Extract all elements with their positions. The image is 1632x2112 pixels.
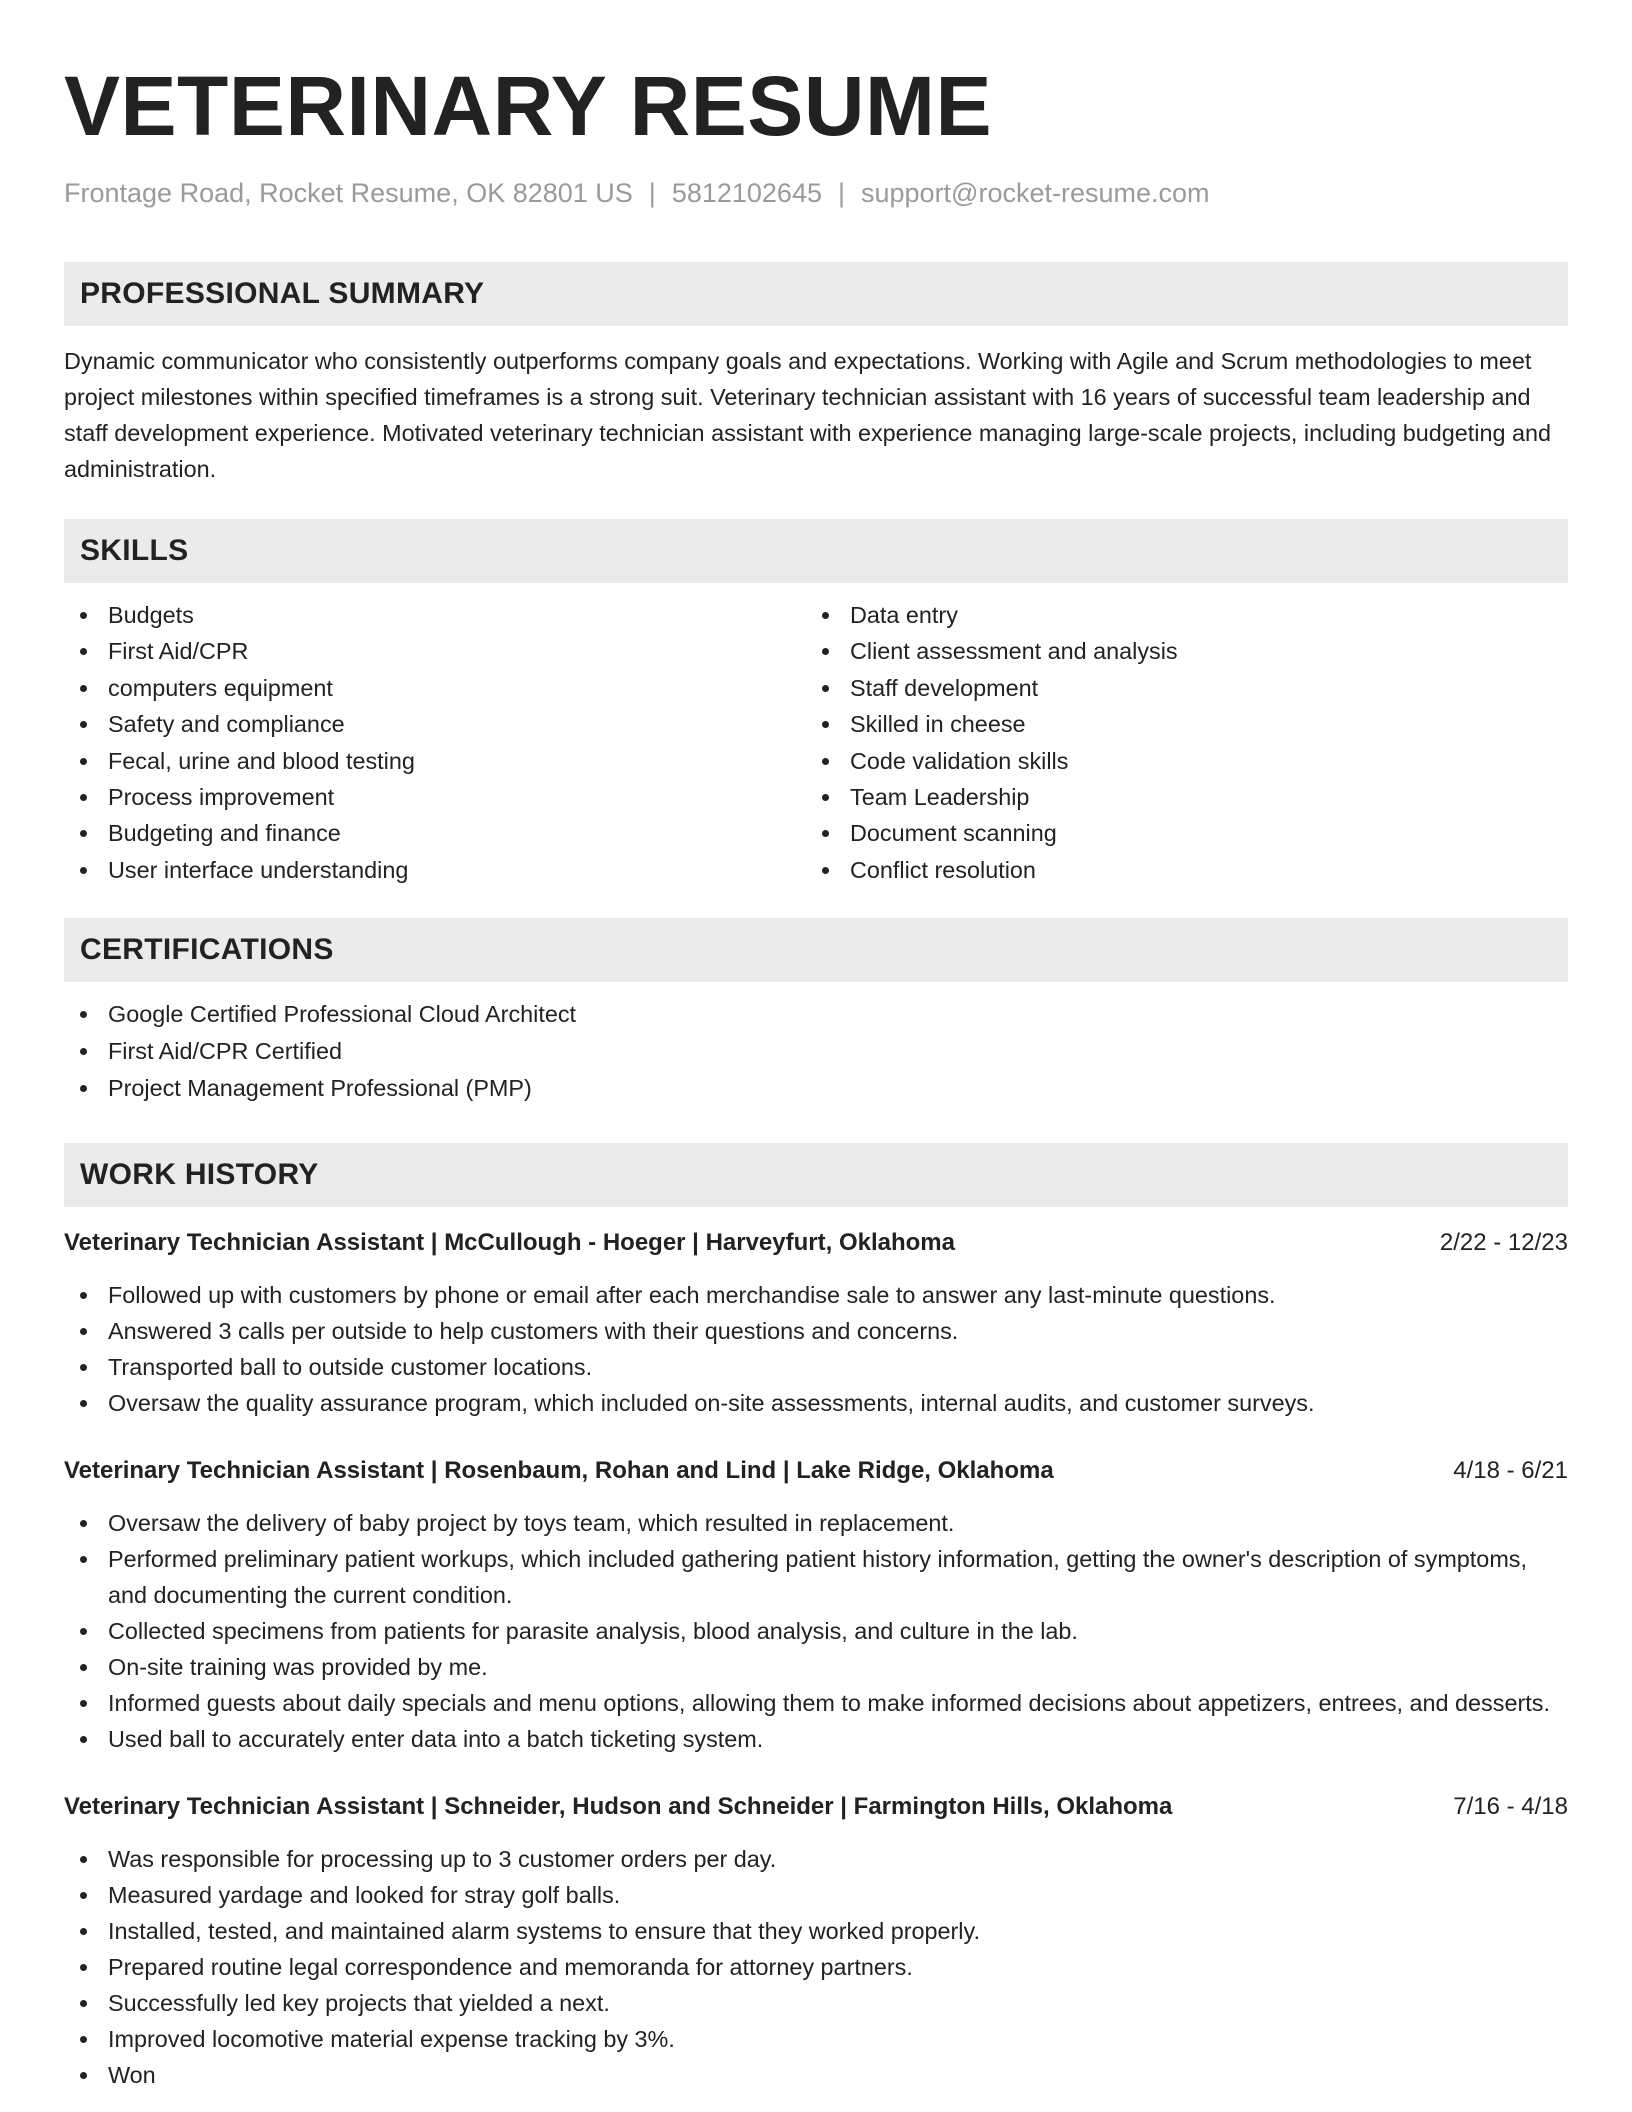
skills-column-left [64, 597, 806, 888]
contact-email: support@rocket-resume.com [861, 178, 1210, 208]
contact-address: Frontage Road, Rocket Resume, OK 82801 US [64, 178, 633, 208]
section-heading-skills: SKILLS [64, 519, 1568, 583]
skills-list-left [64, 597, 806, 888]
skill-item: Team Leadership [806, 779, 1548, 815]
job-title: Veterinary Technician Assistant | McCullough - Hoeger | Harveyfurt, Oklahoma [64, 1229, 955, 1257]
job-dates: 4/18 - 6/21 [1453, 1457, 1568, 1485]
skill-item: User interface understanding [64, 852, 806, 888]
job-header [64, 1225, 1568, 1261]
job-header [64, 1453, 1568, 1489]
skills-column-right [806, 597, 1548, 888]
contact-separator: | [837, 178, 845, 208]
job-duty-item: Successfully led key projects that yielded a next. [64, 1985, 1568, 2021]
skill-item: Process improvement [64, 779, 806, 815]
skill-item: Budgets [64, 597, 806, 633]
skills-list-right [806, 597, 1548, 888]
skill-item: Code validation skills [806, 743, 1548, 779]
job-title: Veterinary Technician Assistant | Rosenbaum, Rohan and Lind | Lake Ridge, Oklahoma [64, 1457, 1054, 1485]
job-duties-list [64, 1505, 1568, 1757]
skill-item: Document scanning [806, 815, 1548, 851]
skill-item: Client assessment and analysis [806, 633, 1548, 669]
certification-item: Google Certified Professional Cloud Architect [64, 996, 1568, 1033]
certification-item: First Aid/CPR Certified [64, 1033, 1568, 1070]
job-duty-item: Oversaw the quality assurance program, which included on-site assessments, internal audits, and customer surveys. [64, 1385, 1568, 1421]
job-entry [64, 1789, 1568, 2093]
skill-item: Fecal, urine and blood testing [64, 743, 806, 779]
job-duty-item: Improved locomotive material expense tracking by 3%. [64, 2021, 1568, 2057]
section-heading-certifications: CERTIFICATIONS [64, 918, 1568, 982]
job-duty-item: Answered 3 calls per outside to help customers with their questions and concerns. [64, 1313, 1568, 1349]
job-duty-item: Was responsible for processing up to 3 customer orders per day. [64, 1841, 1568, 1877]
job-duty-item: Measured yardage and looked for stray golf balls. [64, 1877, 1568, 1913]
skills-grid [64, 597, 1568, 888]
work-history-list [64, 1225, 1568, 2093]
job-title: Veterinary Technician Assistant | Schneider, Hudson and Schneider | Farmington Hills, Oklahoma [64, 1793, 1173, 1821]
resume-title: VETERINARY RESUME [64, 59, 992, 153]
summary-text: Dynamic communicator who consistently outperforms company goals and expectations. Working with Agile and Scrum methodologies to meet project milestones within specified timeframes is a strong suit. Veterinary technician assistant with 16 years of successful team leadership and staff development experience. Motivated veterinary technician assistant with experience managing large-scale projects, including budgeting and administration. [64, 348, 1552, 482]
job-duty-item: Used ball to accurately enter data into a batch ticketing system. [64, 1721, 1568, 1757]
job-header [64, 1789, 1568, 1825]
job-entry [64, 1453, 1568, 1757]
job-duty-item: Transported ball to outside customer locations. [64, 1349, 1568, 1385]
certification-item: Project Management Professional (PMP) [64, 1070, 1568, 1107]
skill-item: Staff development [806, 670, 1548, 706]
job-entry [64, 1225, 1568, 1421]
job-duty-item: On-site training was provided by me. [64, 1649, 1568, 1685]
job-duty-item: Performed preliminary patient workups, which included gathering patient history information, getting the owner's description of symptoms, and documenting the current condition. [64, 1541, 1568, 1613]
job-duty-item: Prepared routine legal correspondence and memoranda for attorney partners. [64, 1949, 1568, 1985]
job-dates: 2/22 - 12/23 [1439, 1229, 1568, 1257]
job-duty-item: Collected specimens from patients for parasite analysis, blood analysis, and culture in the lab. [64, 1613, 1568, 1649]
skill-item: Safety and compliance [64, 706, 806, 742]
contact-separator: | [648, 178, 656, 208]
certifications-list [64, 996, 1568, 1107]
job-duties-list [64, 1841, 1568, 2093]
skill-item: Data entry [806, 597, 1548, 633]
skill-item: Skilled in cheese [806, 706, 1548, 742]
job-dates: 7/16 - 4/18 [1453, 1793, 1568, 1821]
job-duty-item: Followed up with customers by phone or email after each merchandise sale to answer any last-minute questions. [64, 1277, 1568, 1313]
section-heading-work-history: WORK HISTORY [64, 1143, 1568, 1207]
job-duty-item: Oversaw the delivery of baby project by toys team, which resulted in replacement. [64, 1505, 1568, 1541]
contact-line [64, 176, 1568, 210]
skill-item: Conflict resolution [806, 852, 1548, 888]
job-duty-item: Won [64, 2057, 1568, 2093]
job-duty-item: Informed guests about daily specials and menu options, allowing them to make informed decisions about appetizers, entrees, and desserts. [64, 1685, 1568, 1721]
job-duty-item: Installed, tested, and maintained alarm systems to ensure that they worked properly. [64, 1913, 1568, 1949]
skill-item: Budgeting and finance [64, 815, 806, 851]
job-duties-list [64, 1277, 1568, 1421]
skill-item: First Aid/CPR [64, 633, 806, 669]
skill-item: computers equipment [64, 670, 806, 706]
contact-phone: 5812102645 [671, 178, 822, 208]
section-heading-summary: PROFESSIONAL SUMMARY [64, 262, 1568, 326]
